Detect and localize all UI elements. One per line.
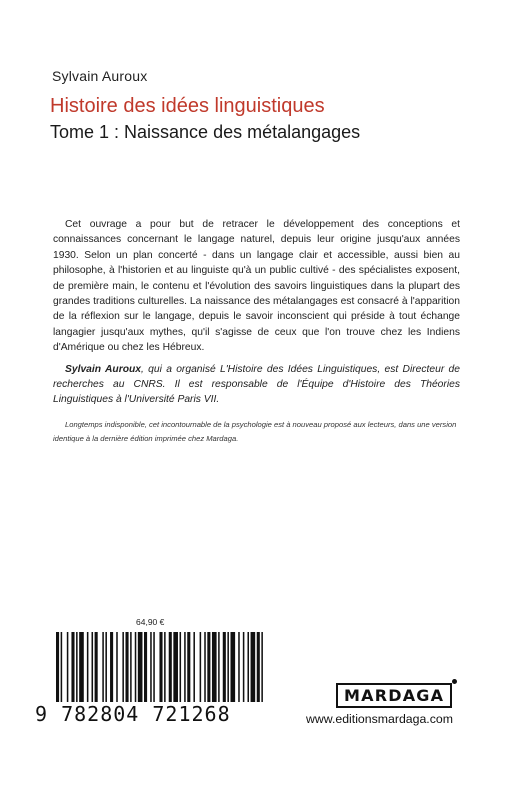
isbn-digits: 9 782804 721268 <box>35 702 231 726</box>
barcode-area <box>0 632 272 724</box>
author-bio <box>53 362 460 408</box>
book-subtitle: Tome 1 : Naissance des métalangages <box>50 122 361 142</box>
logo-dot-icon <box>452 679 457 684</box>
publisher-logo <box>336 683 452 708</box>
publisher-logo-text: MARDAGA <box>344 686 445 705</box>
description-paragraph: Cet ouvrage a pour but de retracer le développement des conceptions et connaissances concernant le langage naturel, depuis leur origine jusqu'aux années 1930. Selon un plan concerté - dans un langage clair et accessible, aussi bien au philosophe, à l'historien et au linguiste qu'à un public cultivé - des spécialistes exposent, de première main, le contenu et l'évolution des savoirs linguistiques dans la plupart des grandes traditions culturelles. La naissance des métalangages est consacré à l'apparition de la réflexion sur le langage, depuis le savoir inconscient qui préside à tout échange langagier jusqu'aux mythes, qu'il s'agisse de ceux que l'on trouve chez les Indiens d'Amérique ou chez les Hébreux. <box>53 219 460 354</box>
bio-author-name: Sylvain Auroux <box>65 363 142 375</box>
author-name: Sylvain Auroux <box>52 68 148 84</box>
barcode-icon <box>56 632 266 702</box>
book-title: Histoire des idées linguistiques <box>50 95 325 117</box>
publisher-website: www.editionsmardaga.com <box>306 712 453 726</box>
blurb <box>53 217 460 446</box>
edition-note: Longtemps indisponible, cet incontournable de la psychologie est à nouveau proposé aux lecteurs, dans une version identique à la dernière édition imprimée chez Mardaga. <box>53 419 457 443</box>
price-label: 64,90 € <box>136 617 165 627</box>
bio-text: , qui a organisé L'Histoire des Idées Linguistiques, est Directeur de recherches au CNRS. Il est responsable de l'Équipe d'Histoire des Théories Linguistiques à l'Université Paris VII. <box>53 363 461 406</box>
